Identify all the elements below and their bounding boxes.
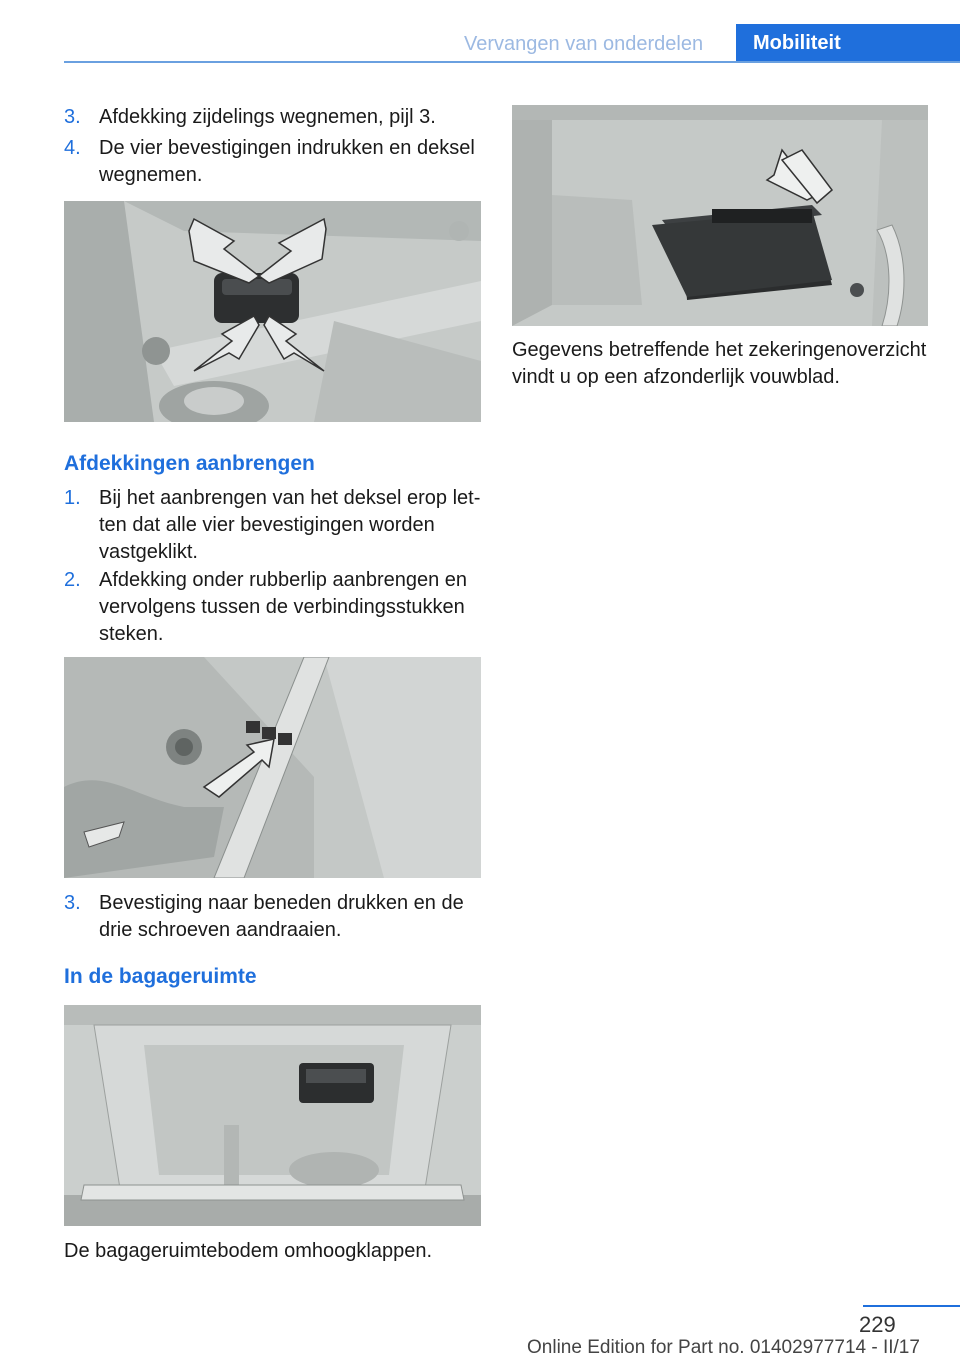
- rubber-lip-image: [64, 657, 481, 878]
- step-item: [64, 104, 481, 131]
- step-item: [64, 890, 481, 944]
- step-number: 3.: [64, 106, 81, 128]
- step-number: 2.: [64, 569, 81, 591]
- step-text: Afdekking zijdelings wegnemen, pijl 3.: [99, 106, 436, 128]
- step-text: Bevestiging naar beneden drukken en de drie schroeven aandraaien.: [99, 892, 464, 941]
- footer-rule: [863, 1305, 960, 1307]
- step-number: 1.: [64, 487, 81, 509]
- step-text: Bij het aanbrengen van het deksel erop let‐ ten dat alle vier bevestigingen worden vastgeklikt.: [99, 487, 481, 563]
- cover-removal-image: [64, 201, 481, 422]
- edition-line: Online Edition for Part no. 01402977714 - II/17: [527, 1337, 920, 1358]
- step-number: 3.: [64, 892, 81, 914]
- section-heading: In de bagageruimte: [64, 965, 257, 988]
- step-number: 4.: [64, 137, 81, 159]
- fuse-box-image: [512, 105, 928, 326]
- header-rule: [64, 61, 960, 63]
- luggage-compartment-image: [64, 1005, 481, 1226]
- running-header-section: Vervangen van onderdelen: [464, 33, 704, 55]
- step-item: [64, 567, 481, 648]
- page-number: 229: [859, 1312, 896, 1337]
- caption-text: De bagageruimtebodem omhoogklappen.: [64, 1240, 433, 1262]
- section-heading: Afdekkingen aanbrengen: [64, 452, 315, 475]
- step-item: [64, 485, 481, 566]
- step-text: De vier bevestigingen indrukken en deksel wegnemen.: [99, 137, 475, 186]
- step-item: [64, 135, 481, 189]
- step-text: Afdekking onder rubberlip aanbrengen en vervolgens tussen de verbindingsstukken steken.: [99, 569, 468, 645]
- running-header-chapter: Mobiliteit: [736, 24, 960, 62]
- fuse-info-paragraph: Gegevens betreffende het zekeringenoverzicht vindt u op een afzonderlijk vouwblad.: [512, 339, 927, 388]
